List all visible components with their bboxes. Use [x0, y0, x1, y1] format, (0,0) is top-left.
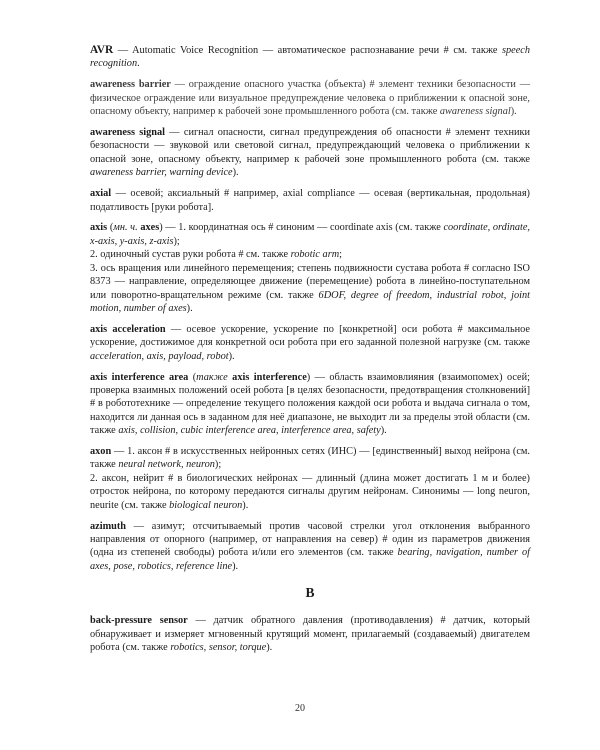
- entry-text: 2. одиночный сустав руки робота # см. также: [90, 249, 291, 261]
- dictionary-entry: [90, 44, 530, 71]
- entry-text: — осевой; аксиальный # например, axial compliance — осевая (вертикальная, продольная) податливость [руки робота].: [90, 188, 530, 213]
- entry-text: ).: [228, 350, 235, 362]
- entry-paragraph: [90, 78, 530, 118]
- entry-term: axon: [90, 446, 112, 458]
- entries-b-section: [90, 614, 530, 654]
- entry-crossref: robotic arm: [290, 249, 340, 261]
- dictionary-entry: [90, 78, 530, 118]
- entry-crossref: 6DOF, degree of freedom, industrial robot, joint motion, number of axes: [90, 289, 531, 314]
- entry-variant-term: axis interference: [232, 371, 307, 383]
- entry-crossref: мн. ч.: [113, 222, 138, 234]
- section-letter: B: [305, 585, 315, 601]
- entry-crossref: acceleration, axis, payload, robot: [90, 350, 229, 362]
- entry-crossref: также: [196, 371, 228, 383]
- entry-term: AVR: [90, 44, 114, 56]
- entry-crossref: speech recognition: [90, 45, 530, 70]
- entry-paragraph: [90, 371, 530, 438]
- entry-term: axis acceleration: [90, 323, 166, 335]
- page-content: [90, 44, 530, 662]
- entry-text: );: [214, 459, 222, 471]
- entry-text: — осевое ускорение, ускорение по [конкретной] оси робота # максимальное ускорение, достижимое для конкретной оси робота при его заданной полезной нагрузке (см. также: [90, 323, 530, 349]
- entry-crossref: biological neuron: [169, 499, 243, 511]
- dictionary-entry: [90, 614, 530, 654]
- entry-crossref: bearing, navigation, number of axes, pose, robotics, reference line: [90, 547, 530, 572]
- entry-paragraph: [90, 262, 530, 316]
- entry-text: ).: [232, 560, 239, 572]
- dictionary-entry: [90, 221, 530, 315]
- entry-text: ).: [242, 499, 249, 511]
- dictionary-entry: [90, 187, 530, 214]
- entry-term: axis interference area: [90, 371, 189, 383]
- entry-text: (: [188, 371, 197, 383]
- entry-paragraph: [90, 323, 530, 363]
- entry-text: .: [137, 58, 140, 70]
- dictionary-entry: [90, 371, 530, 438]
- entry-paragraph: [90, 221, 530, 248]
- entry-text: ) — 1. координатная ось # синоним — coordinate axis (см. также: [159, 222, 444, 234]
- entry-crossref: neural network, neuron: [118, 459, 215, 471]
- entry-term: azimuth: [90, 520, 127, 532]
- entry-crossref: awareness barrier, warning device: [90, 167, 233, 179]
- entry-text: — ограждение опасного участка (объекта) # элемент техники безопасности — физическое ограждение или визуальное предупреждение человека о приближении к опасной зоне, опасному объекту, например к рабочей зоне промышленного робота (см. также: [90, 79, 530, 118]
- entry-text: ).: [232, 167, 239, 179]
- entry-text: — датчик обратного давления (противодавления) # датчик, который обнаруживает и измеряет мгновенный крутящий момент, прилагаемый (создаваемый) двигателем робота (см. также: [90, 615, 530, 654]
- dictionary-entry: [90, 520, 530, 574]
- entry-text: ;: [339, 249, 343, 261]
- entry-term: axis: [90, 222, 108, 234]
- entry-paragraph: [90, 126, 530, 180]
- entry-text: ).: [510, 106, 517, 118]
- entry-text: ).: [266, 642, 273, 654]
- entry-paragraph: [90, 445, 530, 472]
- entry-text: ) — область взаимовлияния (взаимопомех) осей; проверка взаимных положений осей робота [в целях безопасности, предотвращения столкновений] # в робототехнике — определение текущего положения каждой оси робота и выдача сигнала о том, находится ли данная ось в заданном для неё диапазоне, не выходит ли за пределы этой области (см. также: [90, 371, 530, 437]
- entry-paragraph: [90, 472, 530, 512]
- entry-text: (: [107, 222, 114, 234]
- entry-variant-term: axes: [140, 222, 160, 234]
- entry-term: awareness signal: [90, 127, 166, 139]
- entry-term: awareness barrier: [90, 79, 171, 91]
- entry-text: — Automatic Voice Recognition — автоматическое распознавание речи # см. также: [113, 45, 502, 56]
- entry-crossref: awareness signal: [439, 106, 511, 118]
- entry-text: — азимут; отсчитываемый против часовой стрелки угол отклонения выбранного направления от опорного (например, от направления на север) # один из параметров движения (одна из степеней свободы) робота и/или его элементов (см. также: [90, 520, 530, 559]
- entry-text: );: [173, 235, 180, 247]
- entry-term: back-pressure sensor: [90, 615, 188, 627]
- entry-text: 3. ось вращения или линейного перемещения; степень подвижности сустава робота # согласно ISO 8373 — направление, определяющее движение (перемещение) робота в линейно-поступательном или поворотно-вращательном режиме (см. также: [90, 262, 530, 301]
- entry-text: — сигнал опасности, сигнал предупреждения об опасности # элемент техники безопасности — звуковой или световой сигнал, предупреждающий человека о приближении к опасной зоне, опасному объекту, например к рабочей зоне промышленного робота (см. также: [90, 127, 531, 165]
- entry-crossref: coordinate, ordinate, x-axis, y-axis, z-axis: [90, 222, 530, 247]
- entry-term: axial: [90, 188, 112, 200]
- entries-a-section: [90, 44, 530, 573]
- entry-paragraph: [90, 187, 530, 214]
- entry-crossref: robotics, sensor, torque: [170, 642, 267, 654]
- dictionary-entry: [90, 126, 530, 180]
- page-number: 20: [295, 703, 305, 714]
- entry-text: ).: [380, 425, 387, 437]
- entry-text: 2. аксон, нейрит # в биологических нейронах — длинный (длина может достигать 1 м и более) отросток нейрона, по которому передаются сигналы другим нейронам. Синонимы — long neuron, neurite (см. также: [90, 472, 530, 511]
- entry-text: — 1. аксон # в искусственных нейронных сетях (ИНС) — [единственный] выход нейрона (см. также: [90, 446, 530, 471]
- entry-text: ).: [186, 302, 193, 314]
- entry-crossref: axis, collision, cubic interference area, interference area, safety: [118, 425, 381, 437]
- entry-paragraph: [90, 44, 530, 71]
- entry-paragraph: [90, 520, 530, 574]
- dictionary-entry: [90, 323, 530, 363]
- entry-paragraph: [90, 248, 530, 261]
- entry-paragraph: [90, 614, 530, 654]
- dictionary-entry: [90, 445, 530, 512]
